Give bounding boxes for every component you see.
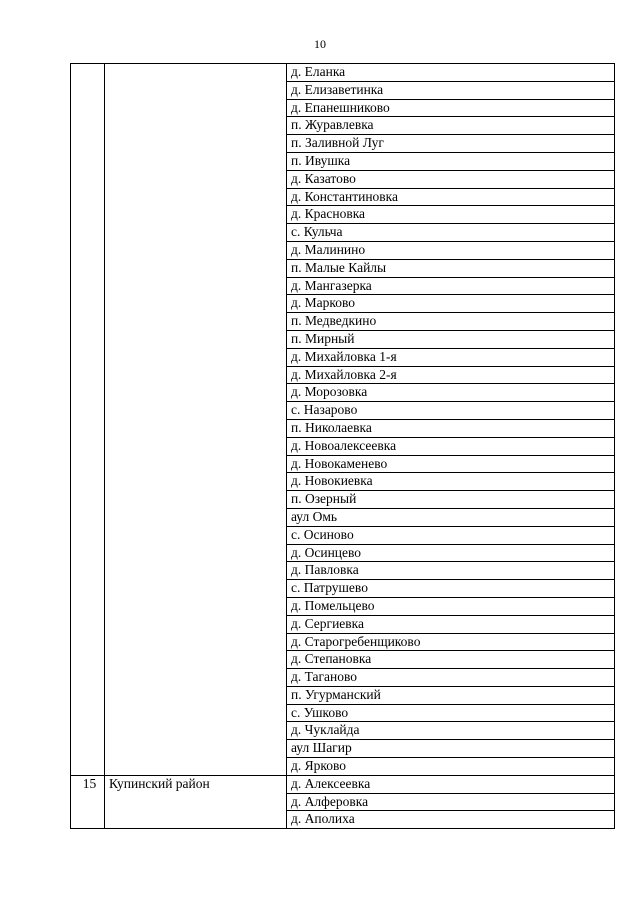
settlement-name: д. Аполиха	[287, 811, 615, 829]
settlement-name: д. Помельцево	[287, 597, 615, 615]
settlement-name: д. Еланка	[287, 64, 615, 82]
settlements-table	[70, 63, 615, 829]
settlement-name: д. Михайловка 2-я	[287, 366, 615, 384]
settlement-name: п. Ивушка	[287, 152, 615, 170]
settlement-name: с. Ушково	[287, 704, 615, 722]
settlement-name: д. Алексеевка	[287, 775, 615, 793]
settlement-name: д. Михайловка 1-я	[287, 348, 615, 366]
settlement-name: д. Красновка	[287, 206, 615, 224]
settlement-name: п. Медведкино	[287, 313, 615, 331]
settlement-name: д. Ярково	[287, 758, 615, 776]
settlement-name: п. Николаевка	[287, 419, 615, 437]
settlement-name: д. Епанешниково	[287, 99, 615, 117]
district-name	[105, 64, 287, 776]
district-number: 15	[71, 775, 105, 828]
settlement-name: с. Назарово	[287, 402, 615, 420]
settlement-name: с. Кульча	[287, 224, 615, 242]
settlement-name: д. Старогребенщиково	[287, 633, 615, 651]
settlement-name: д. Константиновка	[287, 188, 615, 206]
page-number: 10	[314, 37, 326, 51]
settlement-name: д. Новоалексеевка	[287, 437, 615, 455]
settlement-name: п. Заливной Луг	[287, 135, 615, 153]
settlement-name: п. Журавлевка	[287, 117, 615, 135]
settlements-table-body	[71, 64, 615, 829]
settlement-name: п. Мирный	[287, 330, 615, 348]
settlement-name: д. Алферовка	[287, 793, 615, 811]
settlement-name: д. Морозовка	[287, 384, 615, 402]
district-number	[71, 64, 105, 776]
settlement-name: д. Новокаменево	[287, 455, 615, 473]
settlement-name: д. Казатово	[287, 170, 615, 188]
district-name: Купинский район	[105, 775, 287, 828]
settlement-name: п. Озерный	[287, 491, 615, 509]
settlement-name: д. Малинино	[287, 241, 615, 259]
settlement-name: д. Сергиевка	[287, 615, 615, 633]
settlement-name: п. Угурманский	[287, 686, 615, 704]
settlement-name: д. Чуклайда	[287, 722, 615, 740]
settlement-name: д. Павловка	[287, 562, 615, 580]
settlement-name: д. Марково	[287, 295, 615, 313]
settlement-name: аул Омь	[287, 508, 615, 526]
settlement-name: с. Патрушево	[287, 580, 615, 598]
settlement-name: с. Осиново	[287, 526, 615, 544]
table-row	[71, 775, 615, 793]
settlement-name: д. Таганово	[287, 669, 615, 687]
settlement-name: д. Степановка	[287, 651, 615, 669]
settlement-name: аул Шагир	[287, 740, 615, 758]
settlement-name: п. Малые Кайлы	[287, 259, 615, 277]
settlement-name: д. Мангазерка	[287, 277, 615, 295]
table-row	[71, 64, 615, 82]
settlement-name: д. Елизаветинка	[287, 81, 615, 99]
settlement-name: д. Осинцево	[287, 544, 615, 562]
settlement-name: д. Новокиевка	[287, 473, 615, 491]
